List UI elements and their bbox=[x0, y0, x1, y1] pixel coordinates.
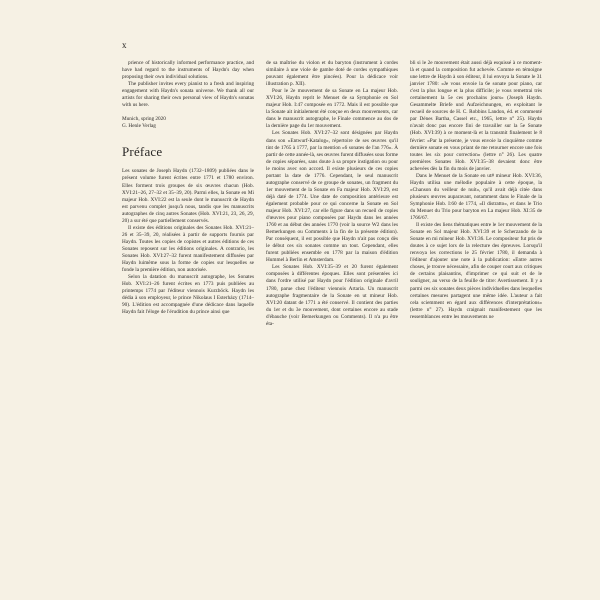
publisher-signature: G. Henle Verlag bbox=[122, 123, 156, 130]
paragraph: Il existe des éditions originales des Sonates Hob. XVI:21–26 et 35–39, 20, réalisées à partir de supports fournis par Haydn. Toutes les copies de copistes et autres éditions de ces Sonates reposent sur les éditions originales. A contrario, les Sonates Hob. XVI:27–32 furent manifestement diffusées par Haydn luimême sous la forme de copies sur lesquelles se fonde la première édition, non autorisée. bbox=[122, 224, 254, 274]
paragraph: Les Sonates Hob. XVI:35–39 et 20 furent également composées à différentes époques. Elles sont présentées ici dans l'ordre utilisé par Haydn pour l'édition originale d'avril 1780, parue chez l'éditeur viennois Artaria. Un manuscrit autographe fragmentaire de la Sonate en ut mineur Hob. XVI:20 datant de 1771 a été conservé. Il contient des parties du 1er et du 3e mouvement, dont certaines encore au stade d'ébauche (voir Bemerkungen ou Comments). Il n'a pu être éta- bbox=[266, 264, 398, 327]
paragraph: Il existe des liens thématiques entre le 1er mouvement de la Sonate en Sol majeur Hob. XVI:39 et le Scherzando de la Sonate en mi mineur Hob. XVI:36. Le compositeur fut pris de doutes à ce sujet lors de la relecture des épreuves. Lorsqu'il renvoya les corrections le 25 février 1780, il demanda à l'éditeur d'ajouter une note à la publication: «Entre autres choses, je trouve nécessaire, afin de couper court aux critiques de certains plaisantins, d'imprimer ce qui suit et de le souligner, au verso de la feuille de titre: Avertissement. Il y a parmi ces six sonates deux pièces individuelles dans lesquelles certaines mesures partagent une même idée. L'auteur a fait cela sciemment en égard aux différences d'interprétations» (lettre n° 27). Haydn craignait manifestement que les ressemblances entre les mouvements ne bbox=[410, 222, 542, 320]
paragraph: Dans le Menuet de la Sonate en ut# mineur Hob. XVI:36, Haydn utilisa une mélodie populaire à cette époque, la «Chanson du veilleur de nuit», qu'il avait déjà citée dans plusieurs œuvres auparavant, notamment dans le Finale de la Symphonie Hob. I:60 de 1774, «Il distratto», et dans le Trio du Menuet du Trio pour baryton en La majeur Hob. XI:35 de 1766/67. bbox=[410, 172, 542, 222]
text-column-left bbox=[122, 60, 254, 316]
paragraph: bli si le 2e mouvement était aussi déjà esquissé à ce moment-là et quand la composition fut achevée. Comme en témoigne une lettre de Haydn à son éditeur, il lui envoya la Sonate le 31 janvier 1780: «Je vous envoie la 6e sonate pour piano, car c'est la plus longue et la plus difficile; je vous remettrai très certainement la 5e ces prochains jours» (Joseph Haydn. Gesammelte Briefe und Aufzeichnungen, en exploitant le recueil de sources de H. C. Robbins Landon, éd. et commenté par Dénes Bartha, Cassel etc., 1965, lettre n° 25). Haydn n'avait donc pas encore fini de travailler sur la 5e Sonate (Hob. XVI:39) à ce moment-là et la transmit finalement le 8 février: «Par la présente, je vous envoie la cinquième comme dernière sonate en vous priant de me retourner encore une fois toutes les six pour correction» (lettre n° 26). Les quatre premières Sonates Hob. XVI:35–38 devaient donc être achevées dès la fin du mois de janvier. bbox=[410, 60, 542, 172]
paragraph: The publisher invites every pianist to a fresh and inspiring engagement with Haydn's sonata universe. We thank all our artists for sharing their own personal view of Haydn's sonatas with us here. bbox=[122, 81, 254, 109]
paragraph: prience of historically informed performance practice, and have had regard to the instruments of Haydn's day when proposing their own individual solutions. bbox=[122, 60, 254, 81]
text-column-right bbox=[410, 60, 542, 321]
paragraph: Les Sonates Hob. XVI:27–32 sont désignées par Haydn dans son «Entwurf-Katalog», répertoire de ses œuvres qu'il tint de 1765 à 1777, par la mention «6 sonates de l'an 776». À partir de cette année-là, ses œuvres furent diffusées sous forme de copies séparées, sans doute à sa propre instigation ou pour le moins avec son accord. Il existe plusieurs de ces copies portant la date de 1776. Cependant, le seul manuscrit autographe conservé de ce groupe de sonates, un fragment du 1er mouvement de la Sonate en Fa majeur Hob. XVI:29, est déjà daté de 1774. Une date de composition antérieure est également probable pour ce qui concerne la Sonate en Sol majeur Hob. XVI:27, car elle figure dans un recueil de copies d'œuvres pour piano composées par Haydn dans les années 1760 et au début des années 1770 (voir la source W2 dans les Bemerkungen ou Comments à la fin de la présente édition). Par conséquent, il est possible que Haydn n'ait pas conçu dès le début ces six sonates comme un tout. Cependant, elles furent publiées ensemble en 1778 par la maison d'édition Hummel à Berlin et Amsterdam. bbox=[266, 130, 398, 264]
text-column-middle bbox=[266, 60, 398, 328]
paragraph: de sa maîtrise du violon et du baryton (instrument à cordes similaire à une viole de gambe doté de cordes sympathiques pouvant également être pincées). Pour la dédicace voir illustration p. XII). bbox=[266, 60, 398, 88]
page-number: x bbox=[122, 40, 127, 50]
paragraph: Pour le 2e mouvement de sa Sonate en La majeur Hob. XVI:26, Haydn reprit le Menuet de sa Symphonie en Sol majeur Hob. I:47 composée en 1772. Mais il est possible que la Sonate ait initialement été conçue en deux mouvements, car dans le manuscrit autographe, le Finale commence au dos de la dernière page du 1er mouvement. bbox=[266, 88, 398, 130]
place-date: Munich, spring 2020 bbox=[122, 116, 166, 123]
paragraph: Selon la datation du manuscrit autographe, les Sonates Hob. XVI:21–26 furent écrites en 1773 puis publiées au printemps 1774 par l'éditeur viennois Kurzböck. Haydn les dédia à son employeur, le prince Nikolaus I Esterházy (1714–90). L'édition est accompagnée d'une dédicace dans laquelle Haydn fait l'éloge de l'érudition du prince ainsi que bbox=[122, 274, 254, 316]
paragraph: Les sonates de Joseph Haydn (1732–1809) publiées dans le présent volume furent écrites entre 1771 et 1780 environ. Elles forment trois groupes de six œuvres chacun (Hob. XVI:21–26, 27–32 et 35–39, 20). Parmi elles, la Sonate en Mi majeur Hob. XVI:22 est la seule dont le manuscrit de Haydn est parvenu complet jusqu'à nous, tandis que les manuscrits autographes de cinq autres Sonates (Hob. XVI:21, 23, 26, 29, 20) a sur été que partiellement conservés. bbox=[122, 168, 254, 224]
section-title: Préface bbox=[122, 144, 163, 160]
